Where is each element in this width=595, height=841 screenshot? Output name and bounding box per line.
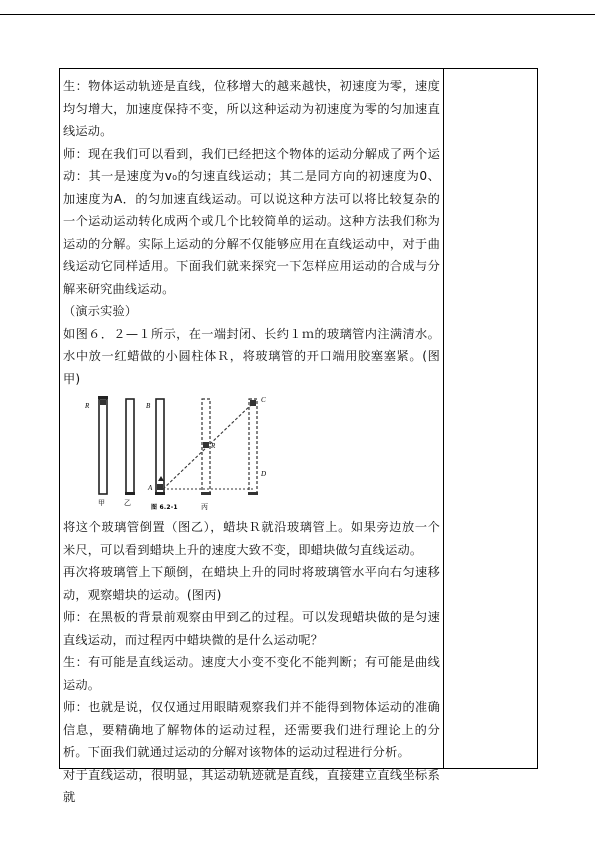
label-c: C bbox=[261, 396, 266, 404]
label-yi: 乙 bbox=[124, 499, 132, 507]
label-r-middle: R bbox=[211, 442, 216, 450]
label-d: D bbox=[261, 470, 267, 478]
paragraph-tube-inverted: 将这个玻璃管倒置（图乙），蜡块Ｒ就沿玻璃管上。如果旁边放一个米尺，可以看到蜡块上升的速度大致不变，即蜡块做匀直线运动。 bbox=[63, 520, 440, 557]
paragraph-teacher-question: 师：在黑板的背景前观察由甲到乙的过程。可以发现蜡块做的是匀速直线运动，而过程丙中蜡块微的是什么运动呢？ bbox=[63, 610, 440, 647]
figure-6-2-1 bbox=[75, 392, 325, 510]
label-b: B bbox=[146, 402, 151, 410]
tube-bing-right bbox=[248, 399, 258, 495]
paragraph-teacher-decomposition: 师：现在我们可以看到，我们已经把这个物体的运动分解成了两个运动：其一是速度为v₀的匀速直线运动；其二是同方向的初速度为0、加速度为A．的匀加速直线运动。可以说这种方法可以将比较复杂的一个运动运动转化成两个或几个比较简单的运动。这种方法我们称为运动的分解。实际上运动的分解不仅能够应用在直线运动中，对于曲线运动它同样适用。下面我们就来探究一下怎样应用运动的合成与分解来研究曲线运动。 bbox=[63, 146, 440, 296]
paragraph-student-answer-2: 生：有可能是直线运动。速度大小变不变化不能判断；有可能是曲线运动。 bbox=[63, 655, 440, 692]
tube-bing-middle bbox=[201, 399, 211, 495]
lesson-content bbox=[63, 75, 440, 809]
label-bing: 丙 bbox=[201, 503, 209, 510]
figure-caption: 图 6.2-1 bbox=[151, 504, 178, 510]
tube-yi bbox=[125, 399, 135, 495]
paragraph-figure-intro: 如图６．２—１所示，在一端封闭、长约１ｍ的玻璃管内注满清水。水中放一红蜡做的小圆柱体Ｒ，将玻璃管的开口端用胶塞塞紧。(图甲) bbox=[63, 326, 440, 386]
glass-tube-diagram bbox=[75, 392, 325, 510]
tube-jia bbox=[98, 396, 108, 494]
table-column-divider bbox=[443, 68, 444, 769]
paragraph-student-answer-1: 生：物体运动轨迹是直线，位移增大的越来越快，初速度为零，速度均匀增大，加速度保持不变，所以这种运动为初速度为零的匀加速直线运动。 bbox=[63, 79, 440, 138]
label-r: R bbox=[85, 402, 90, 410]
page-top-rule bbox=[0, 14, 595, 15]
paragraph-demo-heading: （演示实验） bbox=[63, 304, 138, 318]
paragraph-linear-motion: 对于直线运动，很明显，其运动轨迹就是直线，直接建立直线坐标系就 bbox=[63, 767, 440, 804]
label-jia: 甲 bbox=[98, 499, 106, 507]
paragraph-tube-moved: 再次将玻璃管上下颠倒，在蜡块上升的同时将玻璃管水平向右匀速移动，观察蜡块的运动。(图丙) bbox=[63, 565, 440, 602]
label-a: A bbox=[148, 484, 153, 492]
trajectory-line bbox=[163, 403, 253, 489]
paragraph-teacher-analysis: 师：也就是说，仅仅通过用眼睛观察我们并不能得到物体运动的准确信息，要精确地了解物体的运动过程，还需要我们进行理论上的分析。下面我们就通过运动的分解对该物体的运动过程进行分析。 bbox=[63, 700, 440, 759]
arrow-up-icon bbox=[158, 476, 164, 481]
